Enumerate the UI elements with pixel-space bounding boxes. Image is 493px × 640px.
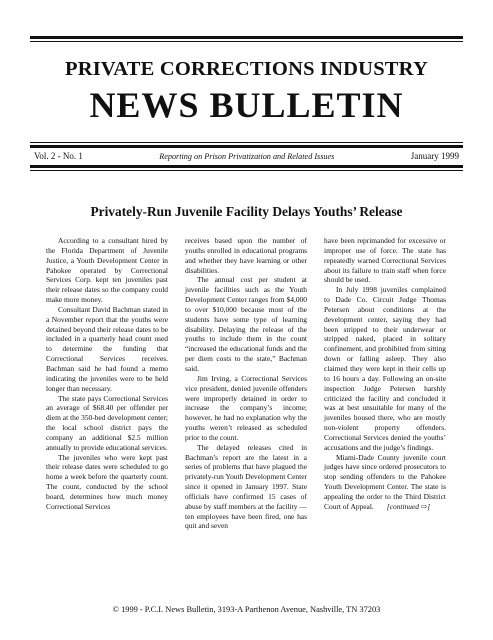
issue-volume: Vol. 2 - No. 1 <box>34 151 83 161</box>
masthead-tagline: Reporting on Prison Privatization and Related Issues <box>159 152 335 161</box>
paragraph: According to a consultant hired by the Florida Department of Juvenile Justice, a Youth Development Center in Pahokee operated by Correctional Services Corp. kept ten juveniles past their release dates so the company could make more money. <box>46 236 168 305</box>
paragraph: have been reprimanded for excessive or improper use of force. The state has repeatedly warned Correctional Services about its failure to train staff when force should be used. <box>324 236 446 285</box>
info-bar-thin-rule <box>30 170 463 171</box>
masthead-top-thin-rule <box>30 41 463 42</box>
paragraph: The juveniles who were kept past their release dates were scheduled to go home a week before the quarterly count. The count, conducted by the school board, determines how much money Correctional Services <box>46 452 168 511</box>
masthead-top-rule <box>30 36 463 39</box>
paragraph: The state pays Correctional Services an average of $68.40 per offender per diem at the 350-bed development center; the local school district pays the company an additional $2.5 million annually to provide educational services. <box>46 393 168 452</box>
masthead-title: NEWS BULLETIN <box>89 85 404 125</box>
masthead-kicker: PRIVATE CORRECTIONS INDUSTRY <box>65 58 428 80</box>
paragraph: The annual cost per student at juvenile facilities such as the Youth Development Center ranges from $4,000 to over $10,000 because most of the students have some type of learning disability. Delaying the release of the youths to include them in the count “increased the educational funds and the per diem costs to the state,” Bachman said. <box>185 275 307 373</box>
paragraph: In July 1998 juveniles complained to Dade Co. Circuit Judge Thomas Petersen about conditions at the development center, saying they had been stripped to their underwear or stripped naked, placed in solitary confinement, and prohibited from sitting down or falling asleep. They also claimed they were kept in their cells up to 16 hours a day. Following an on-site inspection Judge Petersen harshly criticized the facility and concluded it was at best unsuitable for many of the juveniles housed there, who are mostly non-violent property offenders. Correctional Services denied the youths’ accusations and the judge’s findings. <box>324 285 446 452</box>
paragraph-last <box>324 453 446 512</box>
paragraph: receives based upon the number of youths enrolled in educational programs and whether they have learning or other disabilities. <box>185 236 307 275</box>
paragraph-text: Miami-Dade County juvenile court judges have since ordered prosecutors to stop sending offenders to the Pahokee Youth Development Center. The state is appealing the order to the Third District Court of Appeal. <box>324 452 446 511</box>
info-bar-thick-rule <box>30 165 463 168</box>
article-column-2 <box>185 236 307 628</box>
article-body <box>46 236 446 628</box>
article-column-3 <box>324 236 446 628</box>
continued-link[interactable]: [continued ⇨] <box>386 501 431 511</box>
paragraph: The delayed releases cited in Bachman’s report are the latest in a series of problems that have plagued the privately-run Youth Development Center since it opened in January 1997. State officials have confirmed 15 cases of abuse by staff members at the facility — ten employees have been fired, one has quit and seven <box>185 442 307 531</box>
article-headline: Privately-Run Juvenile Facility Delays Youths’ Release <box>90 204 403 219</box>
article-column-1 <box>46 236 168 628</box>
issue-date: January 1999 <box>410 151 459 161</box>
masthead-thick-rule <box>30 145 463 148</box>
issue-info-bar <box>34 151 459 161</box>
masthead-thin-rule <box>30 142 463 143</box>
footer-copyright: © 1999 - P.C.I. News Bulletin, 3193-A Parthenon Avenue, Nashville, TN 37203 <box>112 605 381 614</box>
paragraph: Jim Irving, a Correctional Services vice president, denied juvenile offenders were improperly detained in order to increase the company’s income; however, he had no explanation why the youths weren’t released as scheduled prior to the count. <box>185 373 307 442</box>
paragraph: Consultant David Bachman stated in a November report that the youths were detained beyond their release dates to be included in a quarterly head count used to determine the funding that Correctional Services receives. Bachman said he had found a memo indicating the juveniles were to be held longer than necessary. <box>46 304 168 393</box>
